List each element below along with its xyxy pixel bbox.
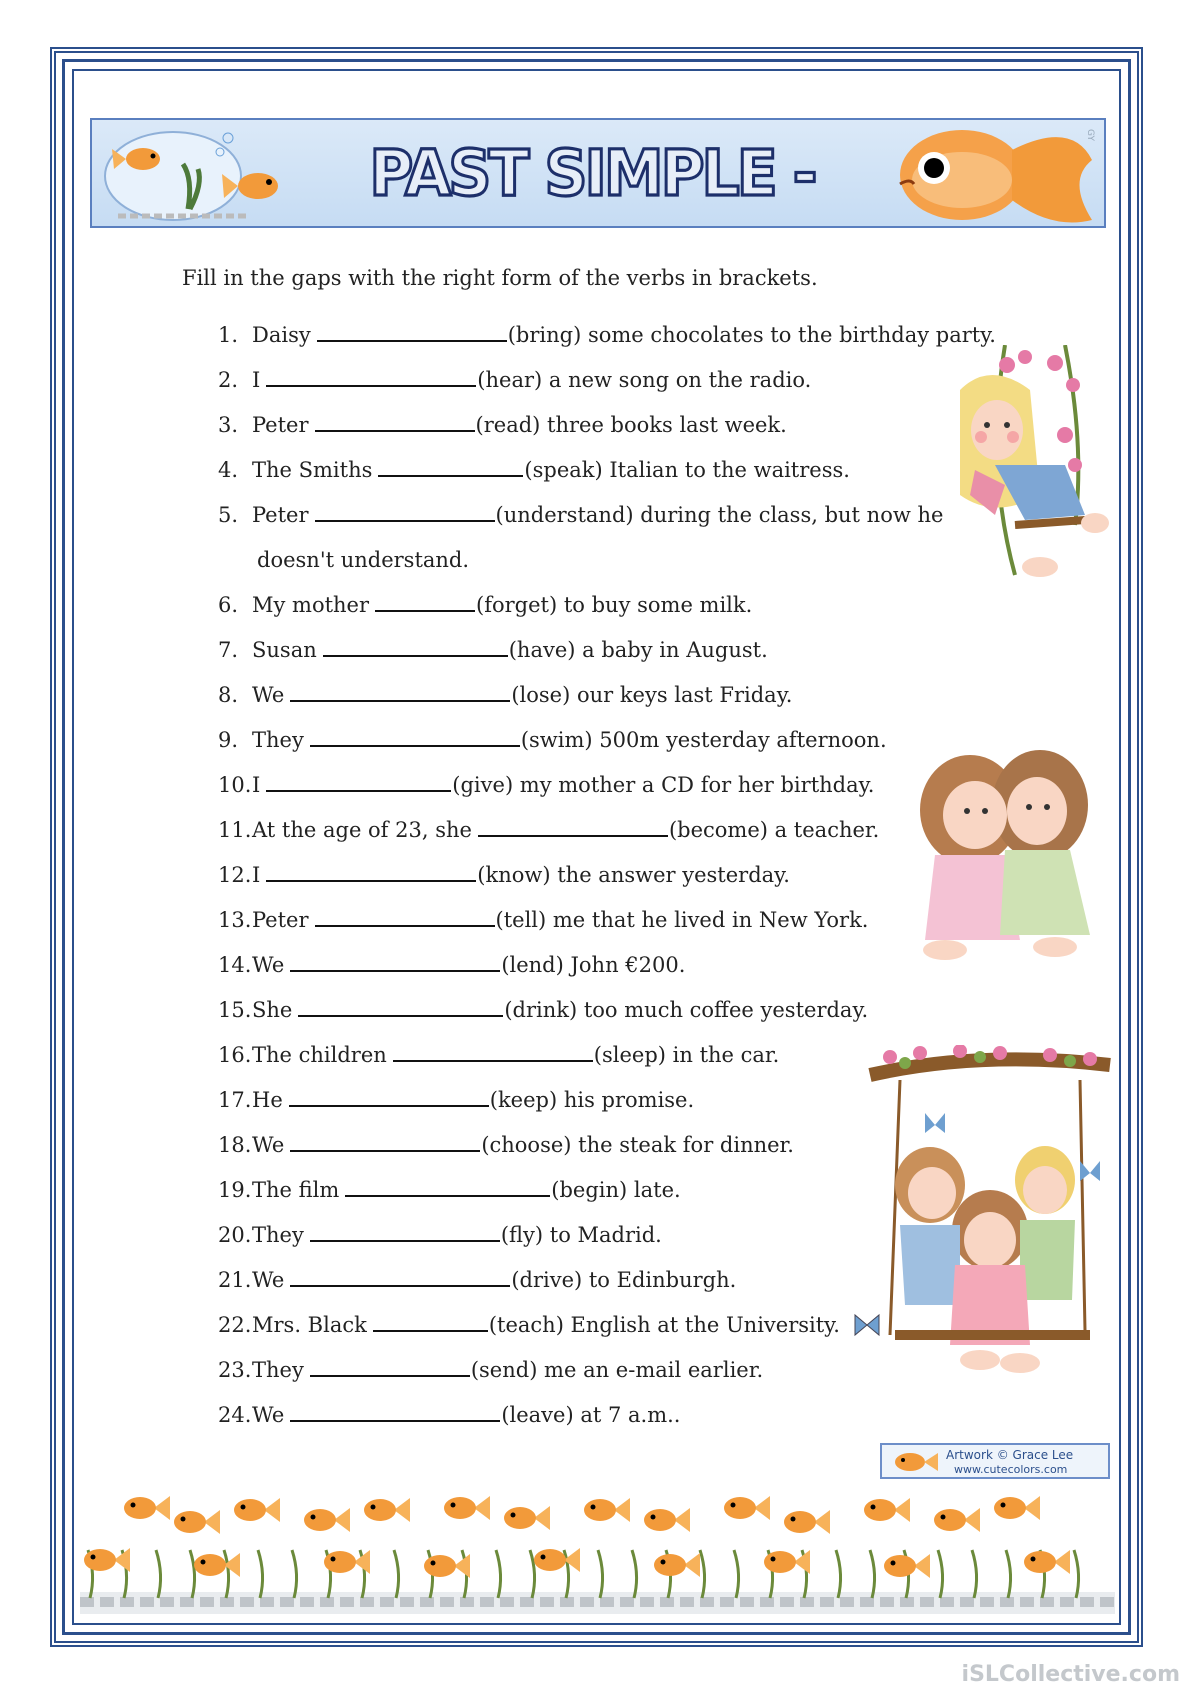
question-number: 12. <box>218 863 252 887</box>
question-subject: We <box>252 1268 285 1292</box>
question-verb-prompt: (choose) the steak for dinner. <box>481 1133 794 1157</box>
page-title: PAST SIMPLE - <box>369 137 815 211</box>
question-number: 4. <box>218 458 239 482</box>
answer-blank[interactable] <box>266 772 451 792</box>
question-subject: We <box>252 683 285 707</box>
question-subject: We <box>252 953 285 977</box>
question-subject: The film <box>252 1178 340 1202</box>
question-number: 2. <box>218 368 239 392</box>
answer-blank[interactable] <box>478 817 668 837</box>
question-subject: They <box>252 1223 304 1247</box>
question-subject: Peter <box>252 908 309 932</box>
water-plant-decoration <box>190 1550 195 1598</box>
question-number: 24. <box>218 1403 252 1427</box>
question-subject: I <box>252 773 261 797</box>
answer-blank[interactable] <box>323 637 508 657</box>
answer-blank[interactable] <box>373 1312 488 1332</box>
water-plant-decoration <box>1074 1550 1079 1598</box>
goldfish-icon <box>644 1508 690 1532</box>
answer-blank[interactable] <box>290 952 500 972</box>
hugging-girls-illustration <box>905 735 1105 965</box>
goldfish-icon <box>364 1498 410 1522</box>
water-plant-decoration <box>394 1550 399 1598</box>
goldfish-icon <box>234 1498 280 1522</box>
question-subject: We <box>252 1403 285 1427</box>
answer-blank[interactable] <box>315 502 495 522</box>
goldfish-icon <box>886 1449 942 1475</box>
water-plant-decoration <box>292 1550 297 1598</box>
question-subject: Peter <box>252 503 309 527</box>
question-number: 13. <box>218 908 252 932</box>
goldfish-icon <box>934 1508 980 1532</box>
question-verb-prompt: (drink) too much coffee yesterday. <box>504 998 869 1022</box>
credit-artist: Artwork © Grace Lee <box>946 1448 1074 1462</box>
question-verb-prompt: (tell) me that he lived in New York. <box>495 908 869 932</box>
goldfish-icon <box>174 1510 220 1534</box>
question-number: 6. <box>218 593 239 617</box>
question-number: 22. <box>218 1313 252 1337</box>
question-verb-prompt: (become) a teacher. <box>668 818 880 842</box>
question-verb-prompt: (hear) a new song on the radio. <box>477 368 812 392</box>
question-verb-prompt: (lose) our keys last Friday. <box>511 683 793 707</box>
question-verb-prompt: (swim) 500m yesterday afternoon. <box>520 728 887 752</box>
question-number: 9. <box>218 728 239 752</box>
answer-blank[interactable] <box>298 997 503 1017</box>
question-item <box>218 322 996 367</box>
question-verb-prompt: (teach) English at the University. <box>488 1313 840 1337</box>
question-item <box>218 907 996 952</box>
question-verb-prompt: (keep) his promise. <box>489 1088 695 1112</box>
goldfish-icon <box>1024 1550 1070 1574</box>
question-subject: She <box>252 998 293 1022</box>
water-plant-decoration <box>156 1550 161 1598</box>
water-plant-decoration <box>530 1550 535 1598</box>
question-subject: Daisy <box>252 323 311 347</box>
answer-blank[interactable] <box>393 1042 593 1062</box>
question-item <box>218 817 996 862</box>
water-plant-decoration <box>632 1550 637 1598</box>
water-plant-decoration <box>972 1550 977 1598</box>
question-item <box>218 502 996 547</box>
question-subject: The Smiths <box>252 458 373 482</box>
question-number: 15. <box>218 998 252 1022</box>
goldfish-icon <box>124 1496 170 1520</box>
question-number: 21. <box>218 1268 252 1292</box>
goldfish-icon <box>994 1496 1040 1520</box>
water-plant-decoration <box>700 1550 705 1598</box>
question-verb-prompt: (give) my mother a CD for her birthday. <box>452 773 875 797</box>
question-number: 10. <box>218 773 252 797</box>
water-plant-decoration <box>598 1550 603 1598</box>
goldfish-icon <box>444 1496 490 1520</box>
answer-blank[interactable] <box>310 1357 470 1377</box>
question-verb-prompt: (leave) at 7 a.m.. <box>501 1403 681 1427</box>
butterfly-icon <box>852 1312 882 1338</box>
question-subject: The children <box>252 1043 387 1067</box>
question-verb-prompt: (know) the answer yesterday. <box>477 863 790 887</box>
question-subject: They <box>252 1358 304 1382</box>
question-verb-prompt: (bring) some chocolates to the birthday party. <box>507 323 996 347</box>
question-number: 7. <box>218 638 239 662</box>
answer-blank[interactable] <box>290 682 510 702</box>
big-goldfish-illustration <box>882 120 1097 228</box>
question-verb-prompt: (understand) during the class, but now he <box>495 503 944 527</box>
question-number: 8. <box>218 683 239 707</box>
question-verb-prompt: (begin) late. <box>551 1178 681 1202</box>
credit-website: www.cutecolors.com <box>954 1463 1068 1476</box>
answer-blank[interactable] <box>375 592 475 612</box>
goldfish-border-illustration <box>80 1480 1115 1618</box>
answer-blank[interactable] <box>290 1132 480 1152</box>
question-verb-prompt: (speak) Italian to the waitress. <box>524 458 850 482</box>
water-plant-decoration <box>224 1550 229 1598</box>
question-verb-prompt: (read) three books last week. <box>475 413 787 437</box>
question-subject: Peter <box>252 413 309 437</box>
goldfish-icon <box>654 1553 700 1577</box>
instructions: Fill in the gaps with the right form of the verbs in brackets. <box>182 266 818 290</box>
answer-blank[interactable] <box>289 1087 489 1107</box>
goldfish-icon <box>724 1496 770 1520</box>
question-subject: We <box>252 1133 285 1157</box>
question-5-continuation: doesn't understand. <box>257 548 470 572</box>
answer-blank[interactable] <box>310 727 520 747</box>
question-verb-prompt: (forget) to buy some milk. <box>476 593 753 617</box>
question-number: 16. <box>218 1043 252 1067</box>
answer-blank[interactable] <box>317 322 507 342</box>
water-plant-decoration <box>938 1550 943 1598</box>
question-verb-prompt: (fly) to Madrid. <box>500 1223 662 1247</box>
goldfish-icon <box>864 1498 910 1522</box>
question-number: 5. <box>218 503 239 527</box>
answer-blank[interactable] <box>290 1402 500 1422</box>
goldfish-icon <box>534 1548 580 1572</box>
goldfish-icon <box>884 1554 930 1578</box>
answer-blank[interactable] <box>266 367 476 387</box>
answer-blank[interactable] <box>315 907 495 927</box>
question-number: 18. <box>218 1133 252 1157</box>
question-verb-prompt: (send) me an e-mail earlier. <box>470 1358 764 1382</box>
question-item <box>218 862 996 907</box>
author-mark: GY <box>1084 128 1095 142</box>
artwork-credit-badge <box>880 1443 1110 1479</box>
question-subject: Susan <box>252 638 317 662</box>
question-subject: Mrs. Black <box>252 1313 367 1337</box>
answer-blank[interactable] <box>310 1222 500 1242</box>
question-verb-prompt: (drive) to Edinburgh. <box>511 1268 737 1292</box>
question-number: 11. <box>218 818 252 842</box>
question-number: 3. <box>218 413 239 437</box>
title-banner <box>90 118 1106 228</box>
answer-blank[interactable] <box>266 862 476 882</box>
question-item <box>218 997 996 1042</box>
water-plant-decoration <box>870 1550 875 1598</box>
question-subject: I <box>252 863 261 887</box>
question-item <box>218 412 996 457</box>
question-item <box>218 1402 996 1447</box>
watermark: iSLCollective.com <box>961 1662 1180 1687</box>
water-plant-decoration <box>836 1550 841 1598</box>
answer-blank[interactable] <box>315 412 475 432</box>
butterfly-icon <box>925 1113 945 1133</box>
question-number: 1. <box>218 323 239 347</box>
question-item <box>218 367 996 412</box>
question-number: 23. <box>218 1358 252 1382</box>
question-item <box>218 457 996 502</box>
answer-blank[interactable] <box>378 457 523 477</box>
question-item <box>218 772 996 817</box>
question-item <box>218 727 996 772</box>
question-subject: He <box>252 1088 283 1112</box>
answer-blank[interactable] <box>345 1177 550 1197</box>
water-plant-decoration <box>496 1550 501 1598</box>
question-number: 14. <box>218 953 252 977</box>
question-number: 20. <box>218 1223 252 1247</box>
question-subject: My mother <box>252 593 370 617</box>
question-item <box>218 592 996 637</box>
goldfish-icon <box>784 1510 830 1534</box>
answer-blank[interactable] <box>290 1267 510 1287</box>
girl-on-swing-illustration <box>935 345 1125 590</box>
goldfish-icon <box>584 1498 630 1522</box>
question-verb-prompt: (have) a baby in August. <box>508 638 768 662</box>
goldfish-icon <box>304 1508 350 1532</box>
question-verb-prompt: (sleep) in the car. <box>593 1043 780 1067</box>
water-plant-decoration <box>734 1550 739 1598</box>
question-number: 19. <box>218 1178 252 1202</box>
question-subject: I <box>252 368 261 392</box>
question-item <box>218 682 996 727</box>
fish-bowl-illustration <box>98 124 308 224</box>
goldfish-icon <box>504 1506 550 1530</box>
question-item <box>218 952 996 997</box>
question-number: 17. <box>218 1088 252 1112</box>
question-verb-prompt: (lend) John €200. <box>501 953 686 977</box>
water-plant-decoration <box>258 1550 263 1598</box>
children-on-swing-illustration <box>860 1045 1115 1380</box>
goldfish-icon <box>194 1553 240 1577</box>
question-item <box>218 637 996 682</box>
water-plant-decoration <box>1006 1550 1011 1598</box>
question-subject: They <box>252 728 304 752</box>
question-subject: At the age of 23, she <box>252 818 472 842</box>
